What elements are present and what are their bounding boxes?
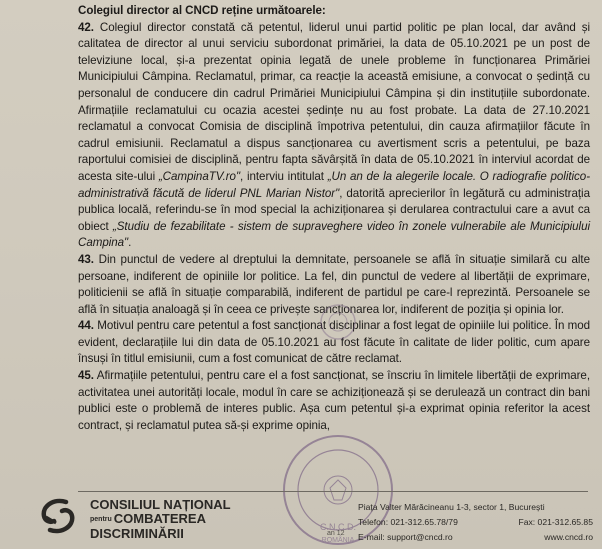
contract-title: „Studiu de fezabilitate - sistem de supraveghere video în zonele vulnerabile ale Municipiului Campina" — [78, 219, 590, 250]
paragraph-42 — [78, 20, 590, 252]
document-body — [78, 3, 590, 434]
paragraph-number: 44. — [78, 319, 94, 333]
paragraph-text: Din punctul de vedere al dreptului la demnitate, persoanele se află în situație similară cu alte persoane, indiferent de opiniile lor politice. La fel, din punctul de vedere al libertății de exprimare, politicienii se află în situație comparabilă, indiferent de partidul pe care-l reprezintă. Persoanele se află în situația analoagă și în ceea ce privește sancționarea lor, indiferent de poziția și opinia lor. — [78, 252, 590, 316]
interview-title: „Un an de la alegerile locale. O radiografie politico-administrativă făcută de liderul PNL Marian Nistor" — [78, 169, 590, 200]
cncd-brand — [90, 498, 231, 541]
svg-text:ROMÂNIA: ROMÂNIA — [321, 537, 355, 544]
telefon: Telefon: 021-312.65.78/79 — [358, 517, 458, 527]
brand-line-2 — [90, 512, 231, 527]
site-name: „CampinaTV.ro" — [158, 169, 241, 183]
brand-pentru: pentru — [90, 515, 112, 523]
contact-block — [358, 500, 593, 545]
cncd-logo-icon — [36, 494, 80, 538]
email-link[interactable]: E-mail: support@cncd.ro — [358, 532, 453, 542]
address: Piața Valter Mărăcineanu 1-3, sector 1, București — [358, 502, 545, 512]
web-row — [358, 530, 593, 545]
paragraph-text-mid2: , datorită aprecierilor în legătură cu administrația publica locală, referindu-se în mod special la achiziționarea și derularea contractului care a avut ca obiect — [78, 186, 590, 233]
paragraph-text-end: . — [128, 236, 132, 250]
paragraph-text: Colegiul director constată că petentul, liderul unui partid politic pe plan local, dar având și calitatea de director al unui serviciu subordonat primăriei, la data de 05.10.2021 pe un post de televiziune local, și-a prezentat opinia legată de unele probleme în funcționarea Primăriei Municipiului Câmpina. Reclamatul, primar, ca reacție la această emisiune, a convocat o ședință cu personalul de conducere din cadrul Primăriei Municipiului Câmpina și din instituțiile subordonate. Afirmațiile reclamatului cu ocazia acestei ședințe nu au fost probate. La data de 27.10.2021 reclamatul a convocat Comisia de disciplină împotriva petentului, din cauza afirmațiilor făcute în cadrul emisiunii. Reclamatul a dispus sancționarea cu avertisment scris a petentului, pe baza raportului comisiei de disciplină, pentru fapta săvârșită în data de 05.10.2021 în interviul acordat de acesta site-ului — [78, 20, 591, 183]
brand-line-3: DISCRIMINĂRII — [90, 525, 184, 541]
small-stamp-icon — [318, 302, 358, 342]
svg-text:C.N.C.D.: C.N.C.D. — [320, 522, 356, 532]
paragraph-45 — [78, 368, 590, 434]
page-number-fragment: an 12 — [327, 530, 345, 537]
website-link[interactable]: www.cncd.ro — [544, 532, 593, 542]
fax: Fax: 021-312.65.85 — [518, 517, 593, 527]
paragraph-text-mid: , interviu intitulat — [240, 169, 328, 183]
paragraph-text: Afirmațiile petentului, pentru care el a fost sancționat, se înscriu în limitele libertății de exprimare, activitatea unei autorități locale, modul în care se achiziționează și se derulează un contract din bani publici este o problemă de interes public. Așa cum petentul și-a exprimat opinia referitor la acest contract, și reclamatul putea să-și exprime opinia, — [78, 369, 591, 432]
document-heading: Colegiul director al CNCD reține următoarele: — [78, 4, 326, 17]
paragraph-number: 42. — [78, 20, 94, 34]
paragraph-text: Motivul pentru care petentul a fost sancționat disciplinar a fost legat de opiniile lui politice. În mod evident, declarațiile lui din data de 05.10.2021 au fost făcute în calitate de lider politic, cum apare însuși în titlul emisiunii, cum a fost comunicat de către reclamat. — [78, 319, 591, 366]
phone-row — [358, 515, 593, 530]
brand-line-1: CONSILIUL NAȚIONAL — [90, 497, 231, 512]
paragraph-number: 43. — [78, 252, 94, 266]
brand-combaterea: COMBATEREA — [113, 511, 206, 526]
paragraph-number: 45. — [78, 369, 94, 383]
footer-divider — [78, 491, 588, 492]
